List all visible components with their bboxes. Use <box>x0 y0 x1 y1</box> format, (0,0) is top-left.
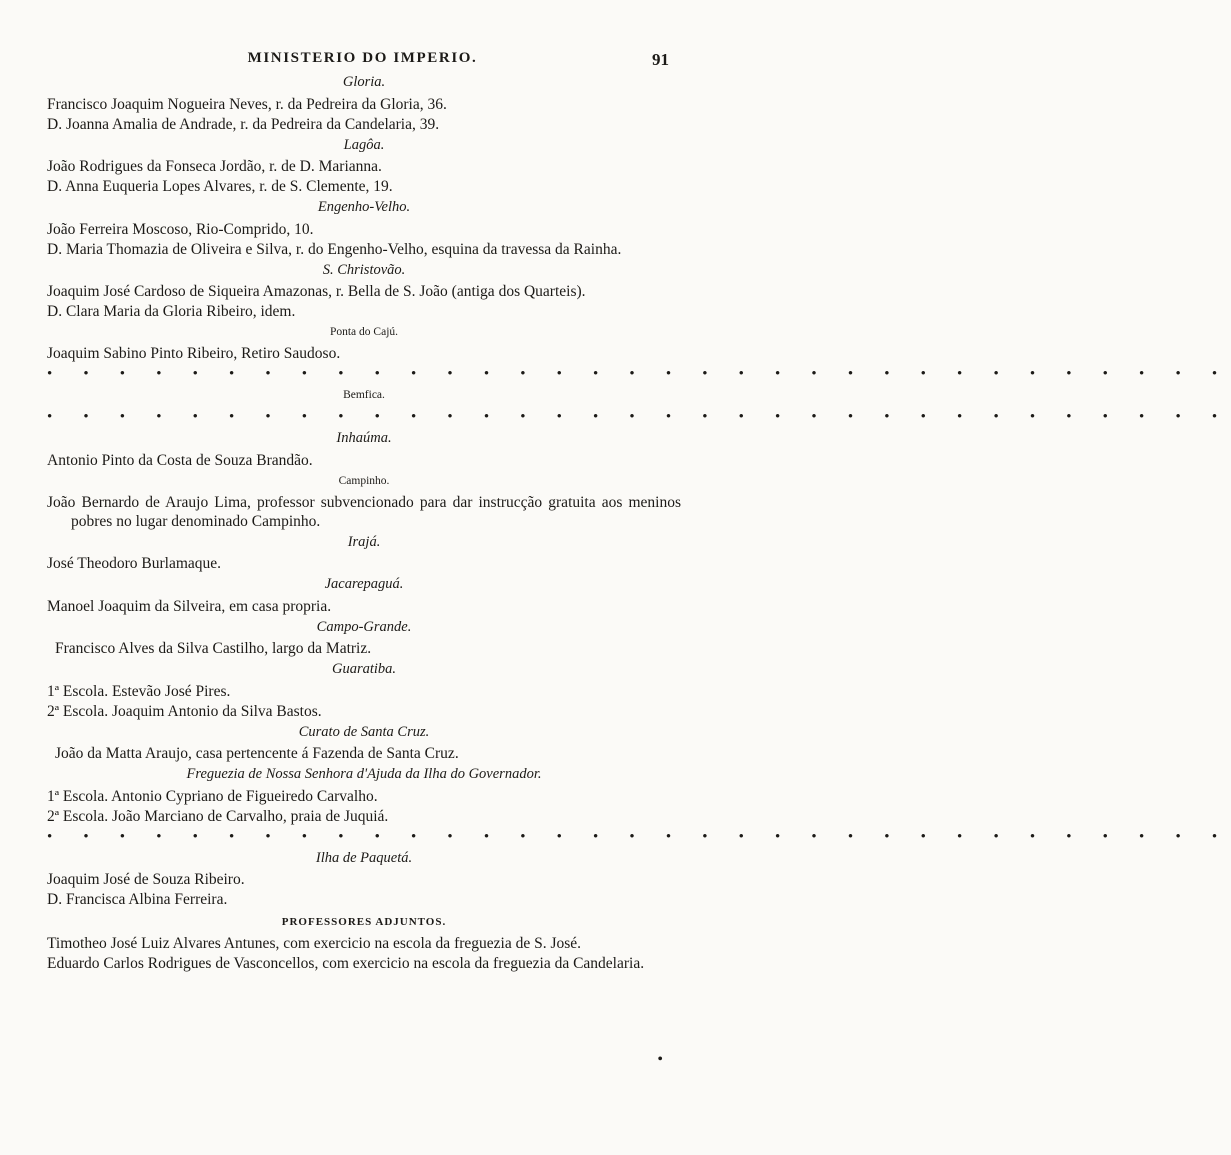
section-heading: Inhaúma. <box>336 430 392 446</box>
section-heading: Lagôa. <box>343 136 385 153</box>
running-head: MINISTERIO DO IMPERIO. <box>247 50 478 66</box>
section-heading: Irajá. <box>347 533 381 550</box>
entry-text: D. Francisca Albina Ferreira. <box>47 891 228 908</box>
entry-text: Joaquim José Cardoso de Siqueira Amazonas, r. Bella de S. João (antiga dos Quarteis). <box>47 283 586 300</box>
section-heading: Curato de Santa Cruz. <box>298 723 430 740</box>
section-heading: Guaratiba. <box>331 661 397 677</box>
entry-text: 1ª Escola. Estevão José Pires. <box>47 682 231 700</box>
document-body <box>47 72 1231 974</box>
section-heading: Engenho-Velho. <box>317 199 411 215</box>
section-heading: Campinho. <box>338 474 390 487</box>
entry-text: Manoel Joaquim da Silveira, em casa propria. <box>47 597 332 615</box>
entry-text: Antonio Pinto da Costa de Souza Brandão. <box>47 451 313 469</box>
entry-text: Joaquim Sabino Pinto Ribeiro, Retiro Saudoso. <box>47 345 341 362</box>
entry-text: D. Joanna Amalia de Andrade, r. da Pedreira da Candelaria, 39. <box>47 115 440 133</box>
section-heading: S. Christovão. <box>322 261 406 278</box>
entry-text: João Ferreira Moscoso, Rio-Comprido, 10. <box>47 220 314 238</box>
section-heading: Gloria. <box>342 74 386 90</box>
ellipsis-row: • • • • • • • • • • • • • • • • • • • • • • • • • • • • • • • • • <box>47 828 1231 845</box>
section-heading: Ponta do Cajú. <box>329 326 399 338</box>
entry-text: Francisco Joaquim Nogueira Neves, r. da Pedreira da Gloria, 36. <box>47 95 447 113</box>
ellipsis-row: • • • • • • • • • • • • • • • • • • • • • • • • • • • • • • • • • <box>47 409 1231 425</box>
section-heading: Ilha de Paquetá. <box>315 849 413 866</box>
entry-text: 2ª Escola. Joaquim Antonio da Silva Bastos. <box>47 702 322 720</box>
entry-text: João Bernardo de Araujo Lima, professor subvencionado para dar instrucção gratuita aos meninos pobres no lugar denominado Campinho. <box>47 493 681 530</box>
entry-text: Timotheo José Luiz Alvares Antunes, com exercicio na escola da freguezia de S. José. <box>47 935 582 952</box>
section-heading: Freguezia de Nossa Senhora d'Ajuda da Ilha do Governador. <box>186 766 542 782</box>
entry-text: Eduardo Carlos Rodrigues de Vasconcellos, com exercicio na escola da freguezia da Candelaria. <box>47 955 645 972</box>
page-header <box>0 48 725 74</box>
entry-text: D. Clara Maria da Gloria Ribeiro, idem. <box>47 303 296 320</box>
entry-text: Joaquim José de Souza Ribeiro. <box>47 871 245 888</box>
entry-text: José Theodoro Burlamaque. <box>47 555 222 572</box>
section-heading: Jacarepaguá. <box>324 576 404 592</box>
entry-text: D. Maria Thomazia de Oliveira e Silva, r. do Engenho-Velho, esquina da travessa da Rainha. <box>47 240 622 258</box>
section-heading: Campo-Grande. <box>316 618 412 635</box>
ellipsis-row: • • • • • • • • • • • • • • • • • • • • • • • • • • • • • • • • • <box>47 366 1231 382</box>
end-mark: • <box>657 1051 663 1068</box>
page-number: 91 <box>652 50 669 69</box>
entry-text: D. Anna Euqueria Lopes Alvares, r. de S. Clemente, 19. <box>47 178 393 195</box>
section-heading: PROFESSORES ADJUNTOS. <box>281 916 447 928</box>
entry-text: 2ª Escola. João Marciano de Carvalho, praia de Juquiá. <box>47 807 389 825</box>
entry-text: 1ª Escola. Antonio Cypriano de Figueiredo Carvalho. <box>47 787 378 805</box>
section-heading: Bemfica. <box>343 389 385 401</box>
entry-text: Francisco Alves da Silva Castilho, largo da Matriz. <box>55 640 372 657</box>
entry-text: João da Matta Araujo, casa pertencente á Fazenda de Santa Cruz. <box>55 745 459 762</box>
entry-text: João Rodrigues da Fonseca Jordão, r. de D. Marianna. <box>47 158 382 175</box>
